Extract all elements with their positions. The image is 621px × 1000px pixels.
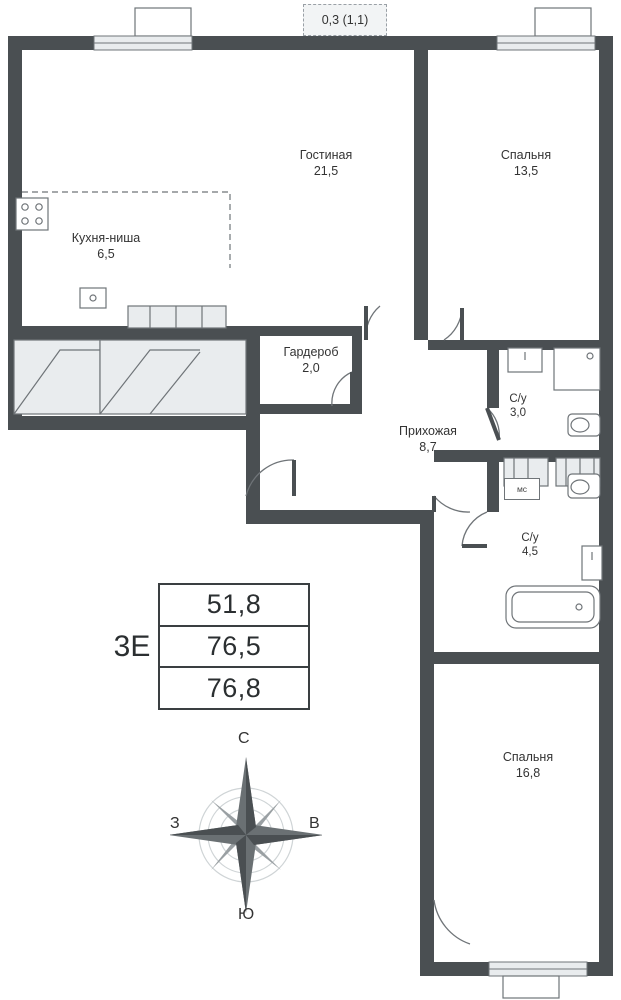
room-area: 2,0	[302, 360, 320, 375]
room-label-wc-2	[482, 531, 578, 560]
summary-row-total-area: 76,5	[160, 627, 308, 669]
compass-north-label: С	[238, 730, 250, 747]
washing-machine-tag	[504, 478, 540, 500]
room-name: Кухня-ниша	[71, 231, 141, 245]
room-label-wardrobe	[237, 345, 385, 376]
area-summary-table	[158, 583, 310, 710]
compass-west-label: З	[170, 815, 180, 832]
room-name: С/у	[521, 532, 539, 544]
room-name: Гардероб	[283, 345, 339, 359]
room-area: 8,7	[419, 439, 437, 454]
room-label-living	[252, 148, 400, 179]
balcony-area-tag	[303, 4, 387, 36]
balcony-area-value: 0,3 (1,1)	[321, 13, 369, 27]
summary-row-total-with-balcony: 76,8	[206, 672, 262, 703]
compass-east-label: В	[309, 815, 320, 832]
compass-icon	[170, 730, 322, 930]
room-area: 3,0	[510, 407, 526, 420]
room-name: Спальня	[502, 750, 554, 764]
room-label-hall	[354, 424, 502, 455]
washing-machine-label: мс	[516, 484, 528, 494]
room-name: Прихожая	[399, 424, 457, 438]
room-name: С/у	[509, 393, 527, 405]
room-area: 13,5	[513, 163, 539, 178]
room-name: Гостиная	[299, 148, 353, 162]
compass-rose	[170, 730, 322, 930]
room-label-bedroom-1	[452, 148, 600, 179]
apartment-type-label: 3Е	[113, 630, 151, 663]
compass-south-label: Ю	[238, 906, 255, 923]
room-label-wc-1	[470, 392, 566, 421]
room-area: 16,8	[515, 765, 541, 780]
room-label-kitchen	[32, 231, 180, 262]
summary-row-living-area: 51,8	[160, 585, 308, 627]
room-area: 21,5	[313, 163, 339, 178]
room-area: 4,5	[522, 546, 538, 559]
room-area: 6,5	[97, 246, 115, 261]
room-name: Спальня	[500, 148, 552, 162]
room-label-bedroom-2	[454, 750, 602, 781]
